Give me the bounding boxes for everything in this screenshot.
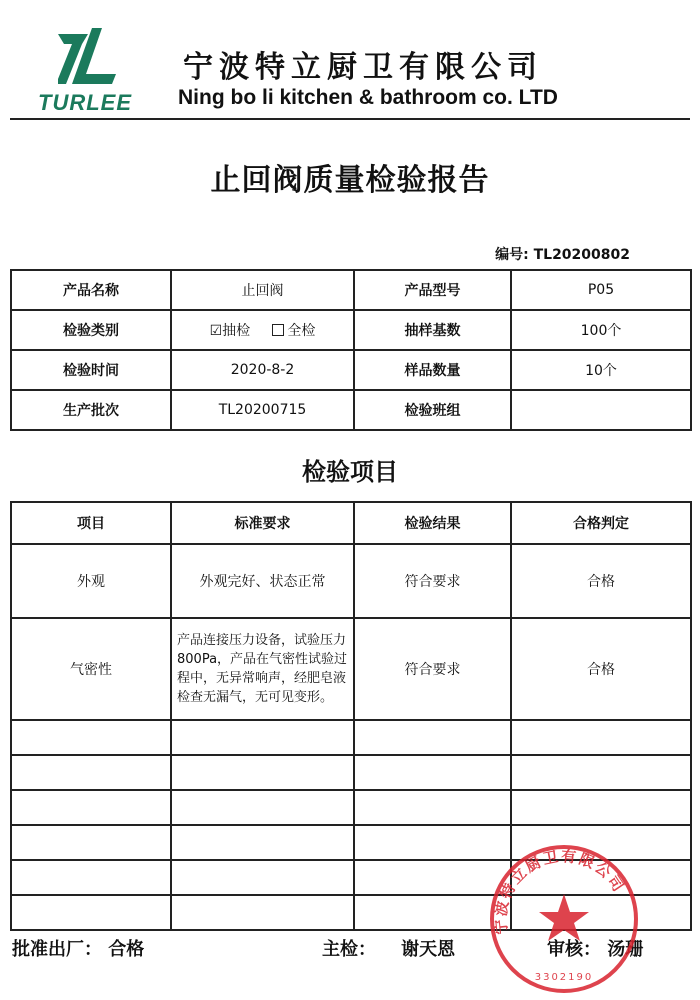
company-logo — [36, 28, 146, 115]
column-header: 合格判定 — [511, 502, 691, 544]
table-row — [11, 544, 691, 618]
judgement-cell: 合格 — [511, 618, 691, 720]
column-header: 标准要求 — [171, 502, 354, 544]
table-row — [11, 390, 691, 430]
result-cell: 符合要求 — [354, 544, 511, 618]
logo-wordmark: TURLEE — [38, 90, 132, 115]
inspector-name: 谢天恩 — [401, 939, 456, 960]
release-approval — [12, 935, 144, 961]
company-name-en: Ning bo li kitchen & bathroom co. LTD — [178, 86, 558, 109]
release-value: 合格 — [108, 939, 145, 960]
empty-row — [11, 720, 691, 755]
sample-base-value: 100个 — [511, 310, 691, 350]
item-cell: 气密性 — [11, 618, 171, 720]
company-seal-stamp — [487, 842, 644, 996]
model-label: 产品型号 — [354, 270, 511, 310]
team-label: 检验班组 — [354, 390, 511, 430]
batch-label: 生产批次 — [11, 390, 171, 430]
empty-row — [11, 790, 691, 825]
table-header-row — [11, 502, 691, 544]
requirement-cell: 产品连接压力设备，试验压力800Pa，产品在气密性试验过程中，无异常响声，经肥皂液检查无漏气，无可见变形。 — [171, 618, 354, 720]
reviewer-name: 汤珊 — [607, 939, 644, 960]
turlee-logo-icon — [58, 28, 124, 86]
table-row — [11, 350, 691, 390]
product-info-table — [10, 269, 692, 431]
item-cell: 外观 — [11, 544, 171, 618]
requirement-cell: 外观完好、状态正常 — [171, 544, 354, 618]
product-name-label: 产品名称 — [11, 270, 171, 310]
product-name-value: 止回阀 — [171, 270, 354, 310]
sample-checked-option: ☑抽检 — [209, 323, 251, 339]
table-row — [11, 618, 691, 720]
report-title: 止回阀质量检验报告 — [210, 163, 490, 198]
model-value: P05 — [511, 270, 691, 310]
column-header: 项目 — [11, 502, 171, 544]
inspector-label: 主检： — [322, 939, 376, 960]
inspection-type-value — [171, 310, 354, 350]
items-heading: 检验项目 — [302, 457, 398, 486]
full-check-box-icon — [272, 324, 284, 336]
table-row — [11, 310, 691, 350]
inspector-signature — [322, 935, 455, 961]
company-name-cn: 宁波特立厨卫有限公司 — [183, 50, 543, 85]
reviewer-label: 审核： — [547, 939, 601, 960]
sample-qty-value: 10个 — [511, 350, 691, 390]
table-row — [11, 270, 691, 310]
team-value — [511, 390, 691, 430]
result-cell: 符合要求 — [354, 618, 511, 720]
empty-row — [11, 755, 691, 790]
inspection-time-value: 2020-8-2 — [171, 350, 354, 390]
full-check-option: 全检 — [287, 323, 316, 339]
header-divider — [10, 118, 690, 120]
column-header: 检验结果 — [354, 502, 511, 544]
release-label: 批准出厂： — [12, 939, 102, 960]
batch-value: TL20200715 — [171, 390, 354, 430]
document-number: 编号: TL20200802 — [495, 247, 630, 263]
judgement-cell: 合格 — [511, 544, 691, 618]
svg-text:宁波特立厨卫有限公司: 宁波特立厨卫有限公司 — [491, 847, 629, 936]
inspection-time-label: 检验时间 — [11, 350, 171, 390]
inspection-type-label: 检验类别 — [11, 310, 171, 350]
star-icon — [539, 894, 589, 941]
sample-base-label: 抽样基数 — [354, 310, 511, 350]
svg-text:3302190: 3302190 — [534, 972, 594, 983]
sample-qty-label: 样品数量 — [354, 350, 511, 390]
